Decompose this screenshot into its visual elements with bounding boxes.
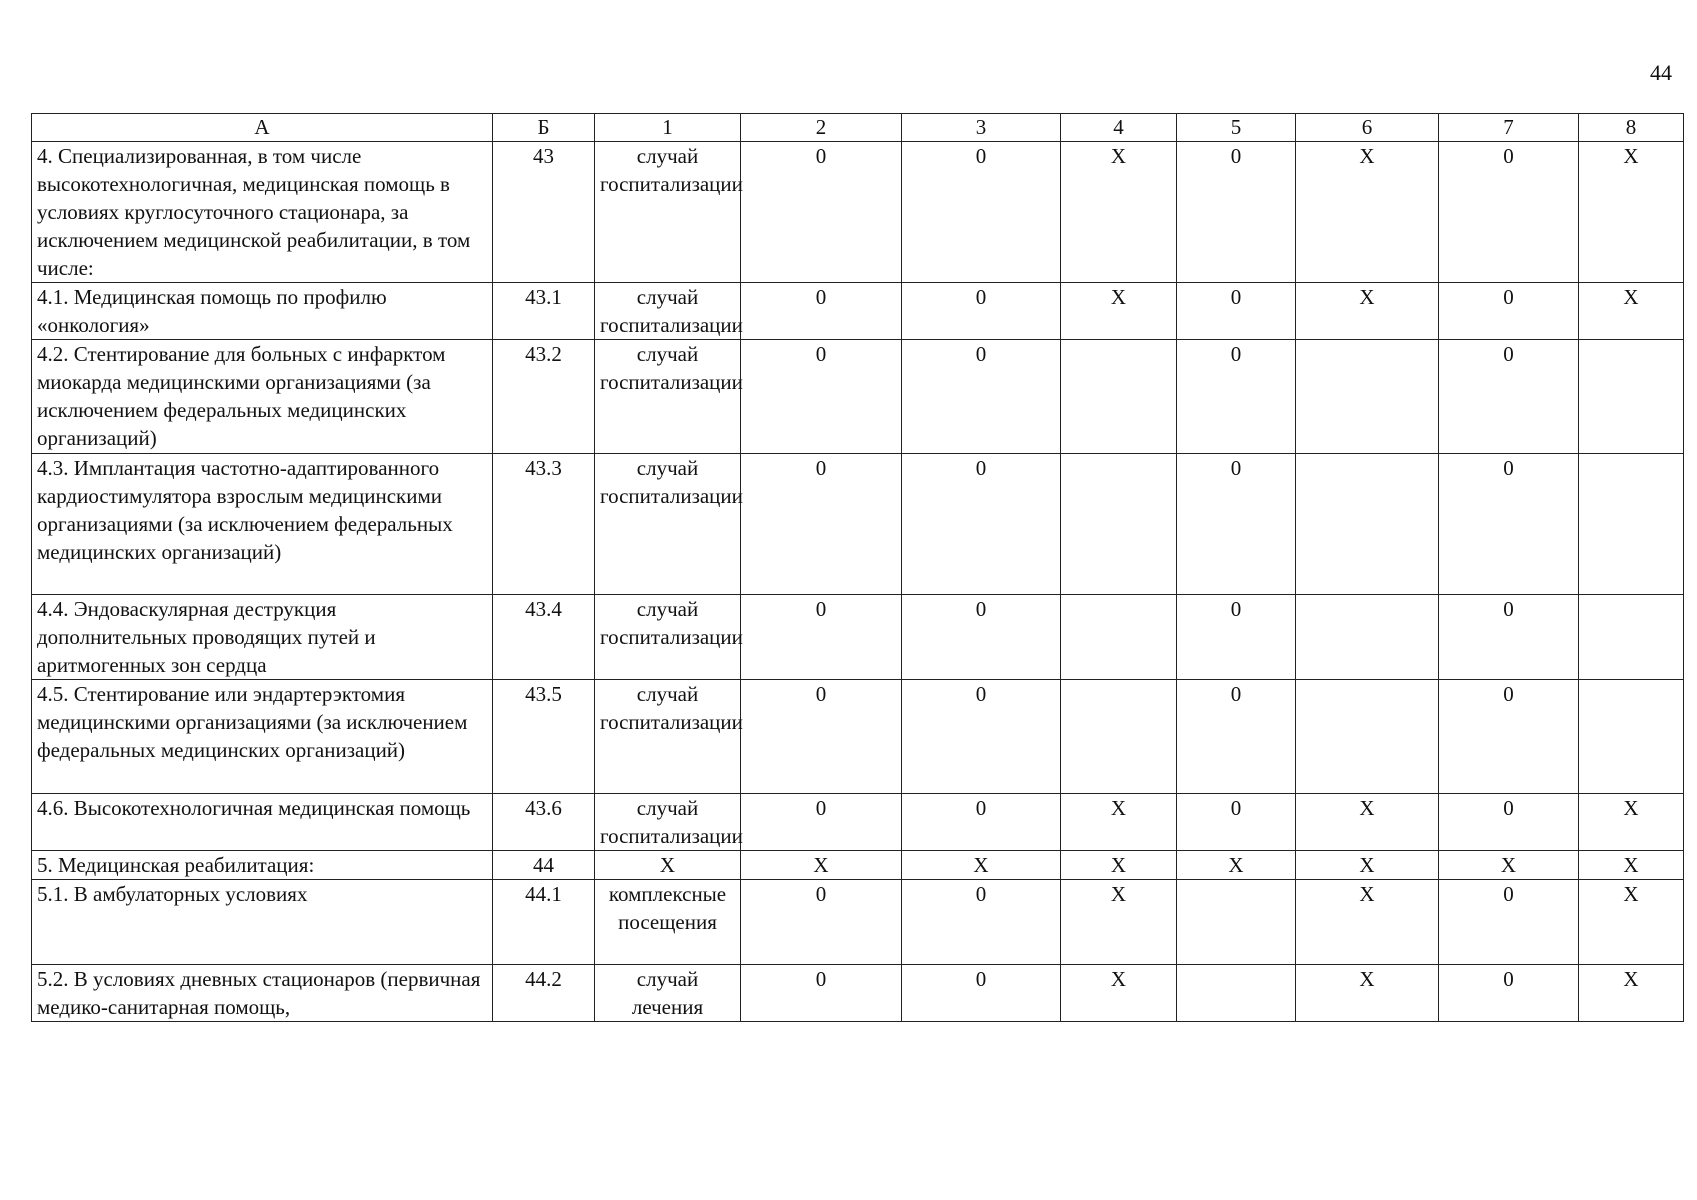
- value-cell-6: Х: [1296, 880, 1439, 965]
- value-cell-7: 0: [1439, 454, 1579, 595]
- row-name-cell: 4. Специализированная, в том числе высокотехнологичная, медицинская помощь в условиях круглосуточного стационара, за исключением медицинской реабилитации, в том числе:: [32, 142, 493, 283]
- page-number: 44: [1650, 60, 1672, 85]
- header-cell-7: 7: [1439, 114, 1579, 142]
- value-cell-5: [1177, 965, 1296, 1022]
- row-unit-cell: случай госпитализации: [595, 680, 741, 794]
- header-cell-8: 8: [1579, 114, 1684, 142]
- row-code-cell: 44.2: [493, 965, 595, 1022]
- value-cell-7: Х: [1439, 851, 1579, 880]
- data-table: [31, 113, 1684, 1022]
- value-cell-6: Х: [1296, 283, 1439, 340]
- value-cell-5: Х: [1177, 851, 1296, 880]
- value-cell-2: 0: [741, 340, 902, 454]
- value-cell-7: 0: [1439, 680, 1579, 794]
- row-name-cell: 4.5. Стентирование или эндартерэктомия медицинскими организациями (за исключением федеральных медицинских организаций): [32, 680, 493, 794]
- table-row: [32, 283, 1684, 340]
- value-cell-2: 0: [741, 454, 902, 595]
- value-cell-8: [1579, 340, 1684, 454]
- table-row: [32, 680, 1684, 794]
- value-cell-4: Х: [1061, 965, 1177, 1022]
- row-unit-cell: комплексные посещения: [595, 880, 741, 965]
- value-cell-4: Х: [1061, 880, 1177, 965]
- row-unit-cell: случай госпитализации: [595, 595, 741, 680]
- row-code-cell: 43.4: [493, 595, 595, 680]
- value-cell-7: 0: [1439, 283, 1579, 340]
- value-cell-6: Х: [1296, 794, 1439, 851]
- row-code-cell: 43.1: [493, 283, 595, 340]
- value-cell-6: [1296, 680, 1439, 794]
- value-cell-3: 0: [902, 283, 1061, 340]
- value-cell-4: [1061, 680, 1177, 794]
- value-cell-6: [1296, 340, 1439, 454]
- value-cell-8: [1579, 595, 1684, 680]
- row-unit-cell: случай госпитализации: [595, 142, 741, 283]
- row-code-cell: 44: [493, 851, 595, 880]
- header-cell-3: 3: [902, 114, 1061, 142]
- row-code-cell: 43.5: [493, 680, 595, 794]
- value-cell-4: Х: [1061, 794, 1177, 851]
- value-cell-2: 0: [741, 880, 902, 965]
- header-row: [32, 114, 1684, 142]
- value-cell-5: 0: [1177, 142, 1296, 283]
- value-cell-3: 0: [902, 595, 1061, 680]
- value-cell-7: 0: [1439, 794, 1579, 851]
- value-cell-5: 0: [1177, 794, 1296, 851]
- value-cell-8: Х: [1579, 880, 1684, 965]
- value-cell-4: Х: [1061, 851, 1177, 880]
- header-cell-b: Б: [493, 114, 595, 142]
- value-cell-6: Х: [1296, 965, 1439, 1022]
- row-name-cell: 4.4. Эндоваскулярная деструкция дополнительных проводящих путей и аритмогенных зон сердца: [32, 595, 493, 680]
- value-cell-8: Х: [1579, 283, 1684, 340]
- value-cell-6: Х: [1296, 851, 1439, 880]
- table-row: [32, 454, 1684, 595]
- header-cell-2: 2: [741, 114, 902, 142]
- value-cell-7: 0: [1439, 340, 1579, 454]
- value-cell-3: Х: [902, 851, 1061, 880]
- value-cell-6: Х: [1296, 142, 1439, 283]
- row-code-cell: 44.1: [493, 880, 595, 965]
- row-unit-cell: Х: [595, 851, 741, 880]
- value-cell-8: [1579, 680, 1684, 794]
- header-cell-5: 5: [1177, 114, 1296, 142]
- value-cell-3: 0: [902, 880, 1061, 965]
- table-header: [32, 114, 1684, 142]
- value-cell-8: Х: [1579, 851, 1684, 880]
- value-cell-5: 0: [1177, 595, 1296, 680]
- row-name-cell: 5.2. В условиях дневных стационаров (первичная медико-санитарная помощь,: [32, 965, 493, 1022]
- value-cell-7: 0: [1439, 965, 1579, 1022]
- value-cell-4: [1061, 340, 1177, 454]
- value-cell-2: Х: [741, 851, 902, 880]
- row-name-cell: 4.3. Имплантация частотно-адаптированного кардиостимулятора взрослым медицинскими организациями (за исключением федеральных медицинских организаций): [32, 454, 493, 595]
- value-cell-2: 0: [741, 965, 902, 1022]
- row-name-cell: 4.2. Стентирование для больных с инфарктом миокарда медицинскими организациями (за исключением федеральных медицинских организаций): [32, 340, 493, 454]
- row-code-cell: 43.3: [493, 454, 595, 595]
- row-name-cell: 4.1. Медицинская помощь по профилю «онкология»: [32, 283, 493, 340]
- value-cell-6: [1296, 595, 1439, 680]
- value-cell-5: 0: [1177, 283, 1296, 340]
- value-cell-2: 0: [741, 595, 902, 680]
- value-cell-4: [1061, 595, 1177, 680]
- value-cell-7: 0: [1439, 880, 1579, 965]
- table-row: [32, 851, 1684, 880]
- value-cell-5: 0: [1177, 340, 1296, 454]
- row-name-cell: 5. Медицинская реабилитация:: [32, 851, 493, 880]
- header-cell-4: 4: [1061, 114, 1177, 142]
- value-cell-5: [1177, 880, 1296, 965]
- header-cell-6: 6: [1296, 114, 1439, 142]
- value-cell-4: Х: [1061, 283, 1177, 340]
- value-cell-7: 0: [1439, 142, 1579, 283]
- value-cell-8: Х: [1579, 142, 1684, 283]
- value-cell-3: 0: [902, 454, 1061, 595]
- value-cell-4: Х: [1061, 142, 1177, 283]
- row-name-cell: 5.1. В амбулаторных условиях: [32, 880, 493, 965]
- table-row: [32, 794, 1684, 851]
- table-row: [32, 965, 1684, 1022]
- value-cell-3: 0: [902, 142, 1061, 283]
- value-cell-2: 0: [741, 680, 902, 794]
- row-code-cell: 43.6: [493, 794, 595, 851]
- header-cell-1: 1: [595, 114, 741, 142]
- value-cell-8: Х: [1579, 794, 1684, 851]
- table-row: [32, 142, 1684, 283]
- value-cell-5: 0: [1177, 680, 1296, 794]
- row-unit-cell: случай госпитализации: [595, 454, 741, 595]
- row-unit-cell: случай госпитализации: [595, 794, 741, 851]
- row-unit-cell: случай госпитализации: [595, 340, 741, 454]
- row-unit-cell: случай госпитализации: [595, 283, 741, 340]
- value-cell-7: 0: [1439, 595, 1579, 680]
- value-cell-8: [1579, 454, 1684, 595]
- value-cell-3: 0: [902, 340, 1061, 454]
- value-cell-2: 0: [741, 142, 902, 283]
- table-body: [32, 142, 1684, 1022]
- table-row: [32, 595, 1684, 680]
- row-code-cell: 43: [493, 142, 595, 283]
- row-unit-cell: случай лечения: [595, 965, 741, 1022]
- value-cell-3: 0: [902, 680, 1061, 794]
- table-row: [32, 340, 1684, 454]
- value-cell-8: Х: [1579, 965, 1684, 1022]
- value-cell-2: 0: [741, 794, 902, 851]
- value-cell-4: [1061, 454, 1177, 595]
- row-code-cell: 43.2: [493, 340, 595, 454]
- value-cell-6: [1296, 454, 1439, 595]
- value-cell-3: 0: [902, 965, 1061, 1022]
- value-cell-5: 0: [1177, 454, 1296, 595]
- table-row: [32, 880, 1684, 965]
- value-cell-2: 0: [741, 283, 902, 340]
- header-cell-a: А: [32, 114, 493, 142]
- row-name-cell: 4.6. Высокотехнологичная медицинская помощь: [32, 794, 493, 851]
- value-cell-3: 0: [902, 794, 1061, 851]
